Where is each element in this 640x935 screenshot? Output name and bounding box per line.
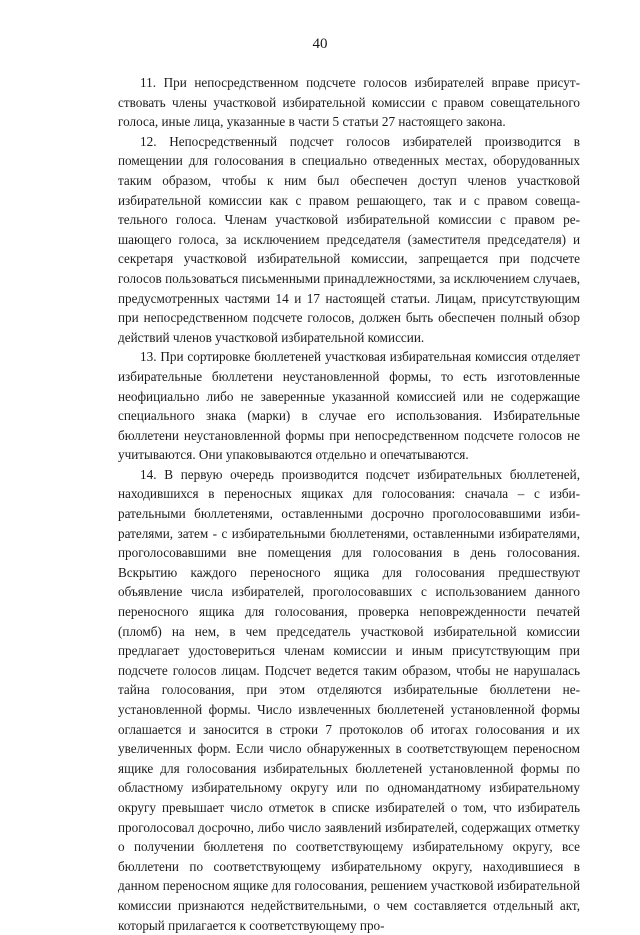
paragraph-12: 12. Непосредственный подсчет голосов избирателей производится в помещении для голосования в специально отведенных местах, оборудованных таким образом, чтобы к ним был обеспечен доступ членов участковой избирательной комиссии как с правом решающего, так и с правом совещательного голоса. Членам участковой избирательной комиссии с правом решающего голоса, за исключением председателя (заместителя председателя) и секретаря участковой избирательной комиссии, запрещается при подсчете голосов пользоваться письменными принадлежностями, за исключением случаев, предусмотренных частями 14 и 17 настоящей статьи. Лицам, присутствующим при непосредственном подсчете голосов, должен быть обеспечен полный обзор действий членов участковой избирательной комиссии.: [118, 133, 580, 345]
paragraph-14: 14. В первую очередь производится подсчет избирательных бюллетеней, находившихся в переносных ящиках для голосования: сначала – с избирательными бюллетенями, оставленными досрочно проголосовавшими избирателями, затем - с избирательными бюллетенями, оставленными избирателями, проголосовавшими вне помещения для голосования в день голосования. Вскрытию каждого переносного ящика для голосования предшествуют объявление числа избирателей, проголосовавших с использованием данного переносного ящика для голосования, проверка неповрежденности печатей (пломб) на нем, в чем председатель участковой избирательной комиссии предлагает удостовериться членам комиссии и иным присутствующим при подсчете голосов лицам. Подсчет ведется таким образом, чтобы не нарушалась тайна голосования, при этом отделяются избирательные бюллетени неустановленной формы. Число извлеченных бюллетеней установленной формы оглашается и заносится в строки 7 протоколов об итогах голосования и их увеличенных форм. Если число обнаруженных в соответствующем переносном ящике для голосования избирательных бюллетеней установленной формы по областному избирательному округу или по одномандатному избирательному округу превышает число отметок в списке избирателей о том, что избиратель проголосовал досрочно, либо число заявлений избирателей, содержащих отметку о получении бюллетеня по соответствующему избирательному округу, все бюллетени по соответствующему избирательному округу, находившиеся в данном переносном ящике для голосования, решением участковой избирательной комиссии признаются недействительными, о чем составляется отдельный акт, который прилагается к соответствующему про-: [118, 466, 580, 933]
paragraph-11: 11. При непосредственном подсчете голосов избирателей вправе присутствовать члены участковой избирательной комиссии с правом совещательного голоса, иные лица, указанные в части 5 статьи 27 настоящего закона.: [118, 75, 580, 130]
paragraph-13: 13. При сортировке бюллетеней участковая избирательная комиссия отделяет избирательные бюллетени неустановленной формы, то есть изготовленные неофициально либо не заверенные указанной комиссией или не содержащие специального знака (марки) в случае его использования. Избирательные бюллетени неустановленной формы при непосредственном подсчете голосов не учитываются. Они упаковываются отдельно и опечатываются.: [118, 349, 580, 463]
document-body: [118, 73, 580, 935]
page-number: 40: [312, 36, 328, 52]
